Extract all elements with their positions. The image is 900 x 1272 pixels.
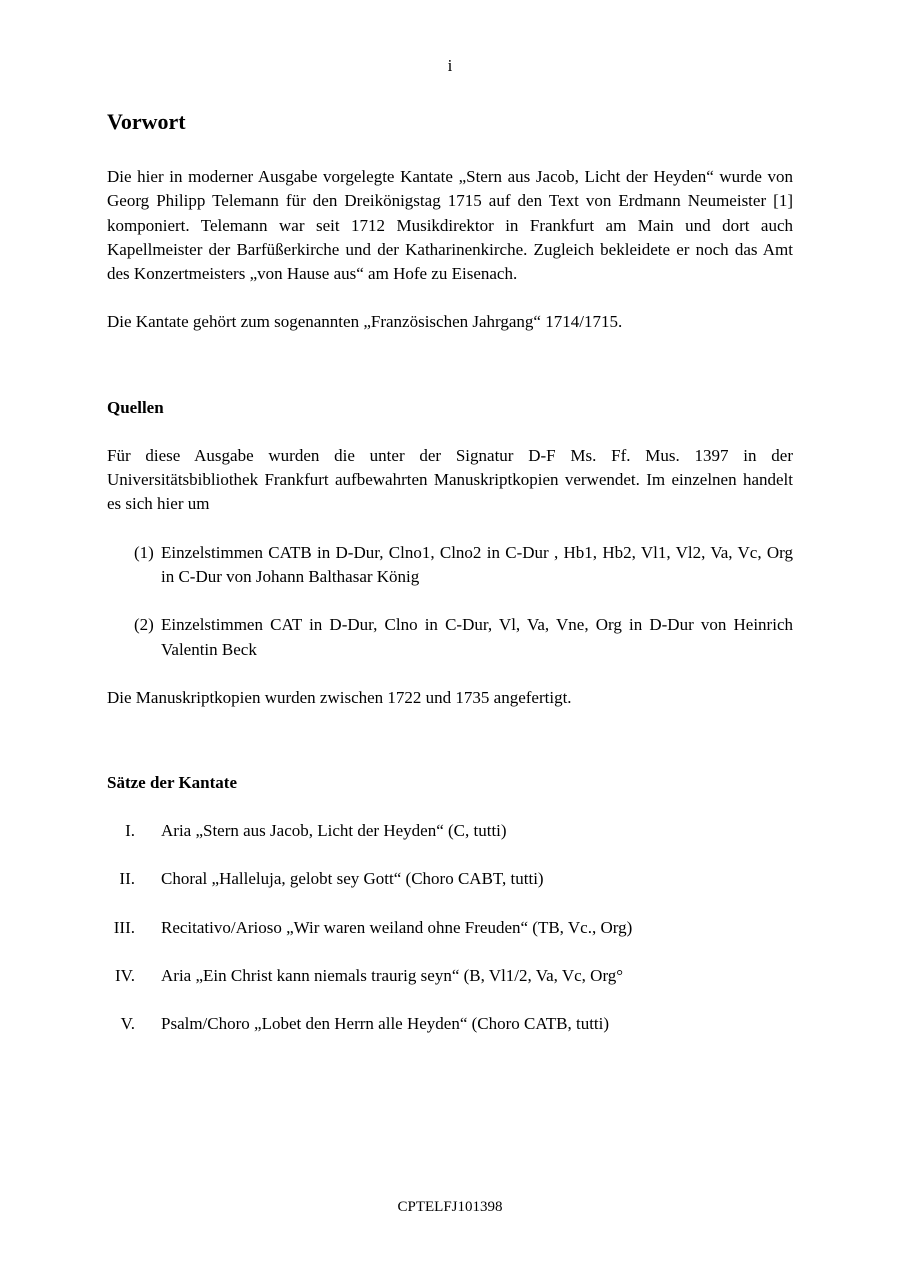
section-spacer xyxy=(107,734,793,771)
movement-item xyxy=(107,1012,793,1036)
source-item xyxy=(107,613,793,662)
movement-number: II. xyxy=(119,869,135,889)
source-item xyxy=(107,541,793,590)
movement-text: Choral „Halleluja, gelobt sey Gott“ (Choro CABT, tutti) xyxy=(161,869,544,889)
movement-number: IV. xyxy=(115,966,135,986)
source-number: (2) xyxy=(134,615,154,635)
sources-heading: Quellen xyxy=(107,397,164,417)
page-number: i xyxy=(447,56,453,75)
sources-intro: Für diese Ausgabe wurden die unter der Signatur D-F Ms. Ff. Mus. 1397 in der Universitätsbibliothek Frankfurt aufbewahrten Manuskriptkopien verwendet. Im einzelnen handelt es sich hier um xyxy=(107,445,793,514)
page-footer: CPTELFJ101398 xyxy=(397,1199,503,1215)
intro-paragraph: Die Kantate gehört zum sogenannten „Französischen Jahrgang“ 1714/1715. xyxy=(107,312,623,332)
page-content xyxy=(107,108,793,1061)
source-text: Einzelstimmen CATB in D-Dur, Clno1, Clno2 in C-Dur , Hb1, Hb2, Vl1, Vl2, Va, Vc, Org in C-Dur von Johann Balthasar König xyxy=(161,542,793,586)
intro-paragraph: Die hier in moderner Ausgabe vorgelegte Kantate „Stern aus Jacob, Licht der Heyden“ wurde von Georg Philipp Telemann für den Dreikönigstag 1715 auf den Text von Erdmann Neumeister [1] komponiert. Telemann war seit 1712 Musikdirektor in Frankfurt am Main und dort auch Kapellmeister der Barfüßerkirche und der Katharinenkirche. Zugleich bekleidete er noch das Amt des Konzertmeisters „von Hause aus“ am Hofe zu Eisenach. xyxy=(107,167,793,284)
movement-text: Psalm/Choro „Lobet den Herrn alle Heyden“ (Choro CATB, tutti) xyxy=(161,1014,610,1034)
section-spacer xyxy=(107,359,793,396)
movement-item xyxy=(107,867,793,891)
movement-item xyxy=(107,964,793,988)
page-title: Vorwort xyxy=(107,109,186,134)
movement-item xyxy=(107,916,793,940)
movement-number: V. xyxy=(120,1014,135,1034)
movements-heading: Sätze der Kantate xyxy=(107,773,237,793)
movement-text: Aria „Ein Christ kann niemals traurig seyn“ (B, Vl1/2, Va, Vc, Org° xyxy=(161,966,624,986)
movement-number: III. xyxy=(113,917,135,937)
movement-text: Recitativo/Arioso „Wir waren weiland ohne Freuden“ (TB, Vc., Org) xyxy=(161,917,633,937)
movement-item xyxy=(107,819,793,843)
source-number: (1) xyxy=(134,542,154,562)
movement-text: Aria „Stern aus Jacob, Licht der Heyden“ (C, tutti) xyxy=(161,821,507,841)
movement-number: I. xyxy=(125,821,135,841)
source-text: Einzelstimmen CAT in D-Dur, Clno in C-Dur, Vl, Va, Vne, Org in D-Dur von Heinrich Valentin Beck xyxy=(161,615,793,659)
sources-closing: Die Manuskriptkopien wurden zwischen 1722 und 1735 angefertigt. xyxy=(107,687,572,707)
